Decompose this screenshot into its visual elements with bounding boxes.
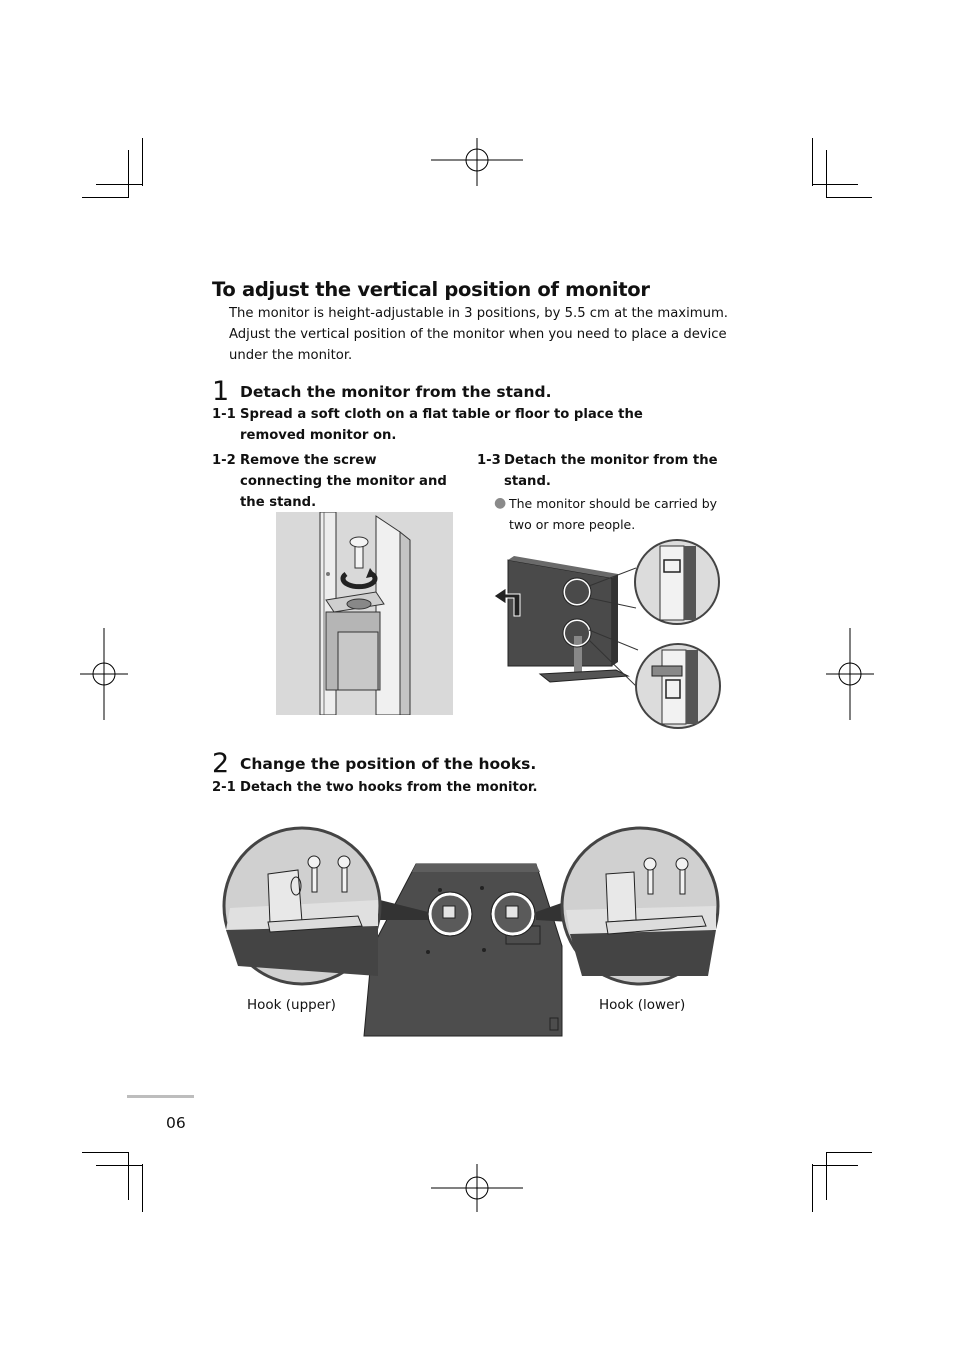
detach-monitor-illustration bbox=[488, 538, 722, 730]
note-bullet-icon: ● bbox=[494, 495, 507, 511]
registration-target-left bbox=[80, 628, 128, 720]
registration-target-bottom bbox=[431, 1164, 523, 1212]
step-2-number: 2 bbox=[212, 748, 230, 779]
substep-1-2-number: 1-2 bbox=[212, 453, 236, 468]
registration-target-right bbox=[826, 628, 874, 720]
section-heading: To adjust the vertical position of monitor bbox=[212, 278, 650, 301]
caption-hook-lower: Hook (lower) bbox=[599, 997, 686, 1013]
caption-hook-upper: Hook (upper) bbox=[247, 997, 336, 1013]
substep-2-1-text: Detach the two hooks from the monitor. bbox=[240, 780, 538, 795]
substep-1-3-number: 1-3 bbox=[477, 453, 501, 468]
registration-target-top bbox=[431, 138, 523, 186]
carry-note bbox=[494, 493, 724, 535]
carry-note-text: The monitor should be carried by two or more people. bbox=[509, 496, 718, 532]
substep-1-2-text: Remove the screw connecting the monitor and the stand. bbox=[240, 453, 447, 510]
substep-1-1-text: Spread a soft cloth on a flat table or floor to place the removed monitor on. bbox=[240, 407, 643, 443]
substep-2-1-number: 2-1 bbox=[212, 780, 236, 795]
screw-removal-illustration bbox=[276, 512, 453, 715]
substep-1-3-text: Detach the monitor from the stand. bbox=[504, 453, 718, 489]
substep-1-1-number: 1-1 bbox=[212, 407, 236, 422]
substep-1-1 bbox=[212, 404, 712, 446]
step-1-number: 1 bbox=[212, 376, 230, 407]
page-number-rule bbox=[127, 1095, 194, 1098]
page-number: 06 bbox=[166, 1114, 186, 1132]
substep-1-2 bbox=[212, 450, 462, 513]
substep-1-3 bbox=[477, 450, 727, 492]
substep-2-1 bbox=[212, 777, 712, 798]
step-1-title: Detach the monitor from the stand. bbox=[240, 383, 552, 401]
step-2-title: Change the position of the hooks. bbox=[240, 755, 537, 773]
intro-paragraph: The monitor is height-adjustable in 3 positions, by 5.5 cm at the maximum. Adjust the vertical position of the monitor when you need to place a device under the monitor. bbox=[229, 306, 728, 363]
